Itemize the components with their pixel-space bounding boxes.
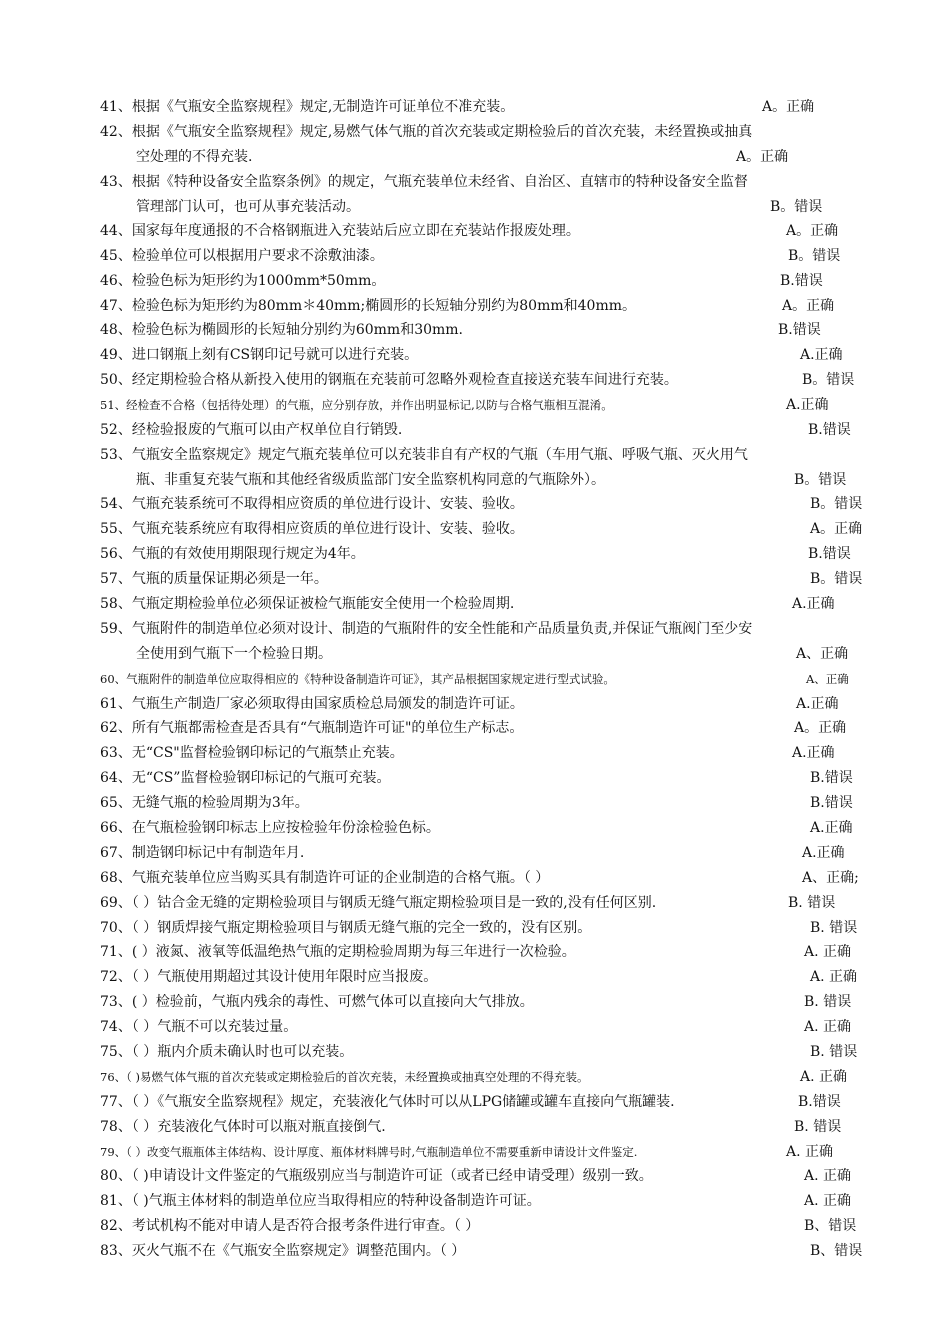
question-text: 检验色标为椭圆形的长短轴分别约为60mm和30mm.: [131, 322, 464, 338]
answer: B. 错误: [810, 920, 858, 936]
question-number: 55、: [100, 521, 132, 537]
answer: A. 正确: [804, 944, 852, 960]
question-text: 检验色标为矩形约为80mm＊40mm;椭圆形的长短轴分别约为80mm和40mm。: [131, 298, 637, 314]
question-text: ( ）液氮、液氧等低温绝热气瓶的定期检验周期为每三年进行一次检验。: [131, 944, 576, 960]
question-text: 根据《气瓶安全监察规程》规定,无制造许可证单位不准充装。: [131, 99, 515, 115]
answer: B.错误: [798, 1094, 841, 1110]
answer: B。错误: [794, 471, 847, 488]
question-text: 考试机构不能对申请人是否符合报考条件进行审查。（ ）: [131, 1218, 480, 1234]
question-48: [100, 318, 890, 343]
question-63: [100, 741, 890, 766]
question-text: （ )气瓶主体材料的制造单位应当取得相应的特种设备制造许可证。: [131, 1193, 541, 1209]
answer: A. 正确: [804, 1193, 852, 1209]
answer: A、正确: [806, 672, 849, 686]
question-61: [100, 692, 890, 717]
question-text: 检验色标为矩形约为1000mm*50mm。: [131, 273, 386, 289]
question-text: （ )易燃气体气瓶的首次充装或定期检验后的首次充装，未经置换或抽真空处理的不得充装。: [126, 1070, 589, 1084]
question-text: 经检验报废的气瓶可以由产权单位自行销毁.: [131, 422, 403, 438]
answer: B. 错误: [810, 1044, 858, 1060]
question-67: [100, 841, 890, 866]
question-57: [100, 567, 890, 592]
question-number: 56、: [100, 546, 132, 562]
question-number: 46、: [100, 273, 132, 289]
question-number: 65、: [100, 795, 132, 811]
question-number: 80、: [100, 1168, 132, 1184]
answer: B。错误: [810, 571, 863, 587]
question-text: ( ）检验前，气瓶内残余的毒性、可燃气体可以直接向大气排放。: [131, 994, 534, 1010]
question-58: [100, 592, 890, 617]
question-text: 气瓶充装系统应有取得相应资质的单位进行设计、安装、验收。: [131, 521, 524, 537]
question-74: [100, 1015, 890, 1040]
question-45: [100, 244, 890, 269]
question-60: [100, 667, 890, 692]
question-55: [100, 517, 890, 542]
answer: A.正确: [802, 845, 845, 861]
question-text: （ ）钴合金无缝的定期检验项目与钢质无缝气瓶定期检验项目是一致的,没有任何区别.: [131, 895, 657, 911]
question-text: （ ）改变气瓶瓶体主体结构、设计厚度、瓶体材料牌号时,气瓶制造单位不需要重新申请设计文件鉴定.: [126, 1145, 638, 1159]
question-54: [100, 492, 890, 517]
question-59: [100, 617, 890, 662]
question-number: 57、: [100, 571, 132, 587]
question-text: （ ）气瓶使用期超过其设计使用年限时应当报废。: [131, 969, 438, 985]
question-text: 国家每年度通报的不合格钢瓶进入充装站后应立即在充装站作报废处理。: [131, 223, 580, 239]
question-number: 81、: [100, 1193, 132, 1209]
question-number: 67、: [100, 845, 132, 861]
question-text-continued: 管理部门认可，也可从事充装活动。: [136, 198, 360, 215]
question-number: 63、: [100, 745, 132, 761]
answer: A.正确: [796, 696, 839, 712]
question-number: 77、: [100, 1094, 132, 1110]
question-53: [100, 443, 890, 488]
answer: B.错误: [810, 770, 853, 786]
question-number: 66、: [100, 820, 132, 836]
question-number: 44、: [100, 223, 132, 239]
question-text-continued: 空处理的不得充装.: [136, 148, 253, 165]
answer: B. 错误: [788, 895, 836, 911]
question-text: （ ）《气瓶安全监察规程》规定，充装液化气体时可以从LPG储罐或罐车直接向气瓶罐装.: [131, 1094, 675, 1110]
question-number: 78、: [100, 1119, 132, 1135]
question-number: 79、: [100, 1145, 127, 1159]
answer: A.正确: [786, 397, 829, 413]
question-78: [100, 1115, 890, 1140]
question-number: 59、: [100, 621, 132, 637]
question-51: [100, 393, 890, 418]
answer: B。错误: [810, 496, 863, 512]
question-text: 气瓶定期检验单位必须保证被检气瓶能安全使用一个检验周期.: [131, 596, 515, 612]
question-66: [100, 816, 890, 841]
question-68: [100, 866, 890, 891]
question-text: （ ）充装液化气体时可以瓶对瓶直接倒气.: [131, 1119, 386, 1135]
answer: B.错误: [810, 795, 853, 811]
answer: B.错误: [780, 273, 823, 289]
question-79: [100, 1140, 890, 1165]
question-text: 灭火气瓶不在《气瓶安全监察规定》调整范围内。（ ）: [131, 1243, 466, 1259]
question-80: [100, 1164, 890, 1189]
answer: A。正确: [762, 99, 815, 115]
question-text: 气瓶充装系统可不取得相应资质的单位进行设计、安装、验收。: [131, 496, 524, 512]
question-62: [100, 716, 890, 741]
question-text: （ ）瓶内介质未确认时也可以充装。: [131, 1044, 354, 1060]
question-number: 60、: [100, 672, 127, 686]
question-49: [100, 343, 890, 368]
question-number: 47、: [100, 298, 132, 314]
question-number: 62、: [100, 720, 132, 736]
answer: A. 正确: [810, 969, 858, 985]
question-text: 气瓶的质量保证期必须是一年。: [131, 571, 328, 587]
answer: B. 错误: [804, 994, 852, 1010]
answer: A.正确: [792, 596, 835, 612]
answer: A、正确: [796, 645, 849, 662]
question-text: 制造钢印标记中有制造年月.: [131, 845, 305, 861]
answer: A. 正确: [800, 1069, 848, 1085]
question-text: 在气瓶检验钢印标志上应按检验年份涂检验色标。: [131, 820, 440, 836]
question-text: 气瓶附件的制造单位应取得相应的《特种设备制造许可证》，其产品根据国家规定进行型式试验。: [126, 672, 615, 686]
question-77: [100, 1090, 890, 1115]
question-number: 52、: [100, 422, 132, 438]
question-75: [100, 1040, 890, 1065]
question-52: [100, 418, 890, 443]
answer: B.错误: [808, 546, 851, 562]
question-number: 58、: [100, 596, 132, 612]
answer: A。正确: [786, 223, 839, 239]
question-text: 气瓶的有效使用期限现行规定为4年。: [131, 546, 365, 562]
question-82: [100, 1214, 890, 1239]
question-number: 41、: [100, 99, 132, 115]
question-number: 76、: [100, 1070, 127, 1084]
question-number: 45、: [100, 248, 132, 264]
answer: A. 正确: [786, 1144, 834, 1160]
question-50: [100, 368, 890, 393]
answer: B、错误: [810, 1243, 863, 1259]
question-number: 75、: [100, 1044, 132, 1060]
question-text: （ ）钢质焊接气瓶定期检验项目与钢质无缝气瓶的完全一致的，没有区别。: [131, 920, 592, 936]
answer: A。正确: [810, 521, 863, 537]
question-number: 61、: [100, 696, 132, 712]
question-number: 69、: [100, 895, 132, 911]
question-text: 根据《气瓶安全监察规程》规定,易燃气体气瓶的首次充装或定期检验后的首次充装，未经置换或抽真: [131, 124, 753, 140]
question-number: 64、: [100, 770, 132, 786]
question-83: [100, 1239, 890, 1264]
question-text-continued: 瓶、非重复充装气瓶和其他经省级质监部门安全监察机构同意的气瓶除外）。: [136, 471, 605, 488]
question-text: 无缝气瓶的检验周期为3年。: [131, 795, 309, 811]
question-text: 无“CS"监督检验钢印标记的气瓶禁止充装。: [131, 745, 404, 761]
answer: A。正确: [782, 298, 835, 314]
answer: B。错误: [788, 248, 841, 264]
question-text: 经定期检验合格从新投入使用的钢瓶在充装前可忽略外观检查直接送充装车间进行充装。: [131, 372, 678, 388]
question-number: 42、: [100, 124, 132, 140]
question-text: 无“CS”监督检验钢印标记的气瓶可充装。: [131, 770, 391, 786]
question-text: 所有气瓶都需检查是否具有“气瓶制造许可证"的单位生产标志。: [131, 720, 524, 736]
answer: A. 正确: [804, 1168, 852, 1184]
question-text: 检验单位可以根据用户要求不涂敷油漆。: [131, 248, 384, 264]
question-number: 71、: [100, 944, 132, 960]
question-number: 72、: [100, 969, 132, 985]
question-number: 50、: [100, 372, 132, 388]
question-73: [100, 990, 890, 1015]
question-number: 83、: [100, 1243, 132, 1259]
answer: A。正确: [794, 720, 847, 736]
answer: A、正确;: [802, 870, 859, 886]
question-number: 53、: [100, 447, 132, 463]
answer: B。错误: [802, 372, 855, 388]
question-56: [100, 542, 890, 567]
question-64: [100, 766, 890, 791]
question-47: [100, 294, 890, 319]
answer: B、错误: [804, 1218, 857, 1234]
question-number: 48、: [100, 322, 132, 338]
question-number: 49、: [100, 347, 132, 363]
question-text: 进口钢瓶上刻有CS钢印记号就可以进行充装。: [131, 347, 419, 363]
question-number: 51、: [100, 398, 127, 412]
answer: B。错误: [770, 198, 823, 215]
answer: A. 正确: [804, 1019, 852, 1035]
question-text: （ ）气瓶不可以充装过量。: [131, 1019, 298, 1035]
question-69: [100, 891, 890, 916]
question-76: [100, 1065, 890, 1090]
question-65: [100, 791, 890, 816]
question-43: [100, 170, 890, 215]
question-text: 气瓶充装单位应当购买具有制造许可证的企业制造的合格气瓶。（ ）: [131, 870, 550, 886]
question-text: 气瓶安全监察规定》规定气瓶充装单位可以充装非自有产权的气瓶（车用气瓶、呼吸气瓶、灭火用气: [131, 447, 748, 463]
question-70: [100, 916, 890, 941]
question-text: （ )申请设计文件鉴定的气瓶级别应当与制造许可证（或者已经申请受理）级别一致。: [131, 1168, 653, 1184]
question-72: [100, 965, 890, 990]
question-44: [100, 219, 890, 244]
question-number: 68、: [100, 870, 132, 886]
question-46: [100, 269, 890, 294]
question-41: [100, 95, 890, 120]
question-number: 74、: [100, 1019, 132, 1035]
answer: A.正确: [810, 820, 853, 836]
answer: B.错误: [778, 322, 821, 338]
question-number: 73、: [100, 994, 132, 1010]
question-81: [100, 1189, 890, 1214]
question-text: 经检查不合格（包括待处理）的气瓶，应分别存放，并作出明显标记,以防与合格气瓶相互混淆。: [126, 398, 613, 412]
question-42: [100, 120, 890, 165]
question-number: 43、: [100, 174, 132, 190]
answer: B.错误: [808, 422, 851, 438]
answer: A.正确: [792, 745, 835, 761]
answer: A。正确: [736, 148, 789, 165]
question-number: 70、: [100, 920, 132, 936]
answer: A.正确: [800, 347, 843, 363]
question-number: 82、: [100, 1218, 132, 1234]
answer: B. 错误: [794, 1119, 842, 1135]
question-text-continued: 全使用到气瓶下一个检验日期。: [136, 645, 332, 662]
question-number: 54、: [100, 496, 132, 512]
question-71: [100, 940, 890, 965]
question-text: 气瓶生产制造厂家必须取得由国家质检总局颁发的制造许可证。: [131, 696, 524, 712]
question-text: 气瓶附件的制造单位必须对设计、制造的气瓶附件的安全性能和产品质量负责,并保证气瓶阀门至少安: [131, 621, 753, 637]
question-text: 根据《特种设备安全监察条例》的规定，气瓶充装单位未经省、自治区、直辖市的特种设备安全监督: [131, 174, 748, 190]
